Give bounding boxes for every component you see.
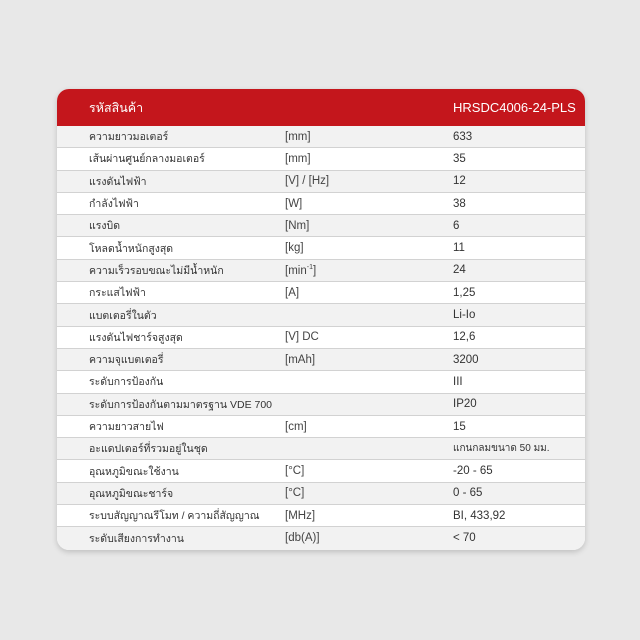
- spec-label: เส้นผ่านศูนย์กลางมอเตอร์: [89, 153, 205, 166]
- spec-unit: [W]: [285, 197, 303, 210]
- table-row: [57, 394, 585, 416]
- spec-label: ความยาวมอเตอร์: [89, 131, 169, 144]
- spec-unit: [A]: [285, 286, 300, 299]
- spec-value: < 70: [453, 532, 476, 545]
- spec-value: 24: [453, 264, 466, 277]
- spec-unit: [285, 264, 316, 277]
- product-code-label: รหัสสินค้า: [89, 100, 144, 115]
- spec-label: ความยาวสายไฟ: [89, 421, 164, 433]
- table-row: [57, 416, 585, 438]
- spec-value: 0 - 65: [453, 487, 483, 500]
- spec-label: ระดับการป้องกัน: [89, 376, 164, 389]
- table-row: [57, 260, 585, 282]
- table-row: [57, 193, 585, 215]
- table-row: [57, 237, 585, 259]
- spec-card: [57, 89, 585, 550]
- table-row: [57, 282, 585, 304]
- spec-value: 15: [453, 420, 466, 433]
- spec-label: อุณหภูมิขณะใช้งาน: [89, 465, 179, 478]
- table-row: [57, 505, 585, 527]
- spec-value: -20 - 65: [453, 465, 493, 478]
- spec-label: แรงดันไฟชาร์จสูงสุด: [89, 331, 183, 344]
- spec-label: อุณหภูมิขณะชาร์จ: [89, 487, 174, 500]
- spec-table: [57, 126, 585, 550]
- spec-header: [57, 89, 585, 126]
- spec-value: IP20: [453, 398, 477, 411]
- table-row: [57, 349, 585, 371]
- table-row: [57, 126, 585, 148]
- unit-exponent: -1: [306, 264, 313, 271]
- unit-base: [min: [285, 264, 307, 277]
- table-row: [57, 527, 585, 549]
- spec-label: แรงดันไฟฟ้า: [89, 175, 147, 188]
- spec-value: 35: [453, 152, 466, 165]
- spec-unit: [kg]: [285, 242, 304, 255]
- spec-unit: [V] / [Hz]: [285, 175, 330, 188]
- spec-unit: [°C]: [285, 465, 305, 478]
- table-row: [57, 483, 585, 505]
- product-code-value: HRSDC4006-24-PLS: [453, 100, 576, 115]
- spec-unit: [Nm]: [285, 219, 310, 232]
- spec-label: แรงบิด: [89, 220, 121, 233]
- spec-value: III: [453, 375, 463, 388]
- spec-value: 12,6: [453, 331, 476, 344]
- unit-close: ]: [312, 264, 317, 277]
- table-row: [57, 304, 585, 326]
- table-row: [57, 371, 585, 393]
- spec-value: BI, 433,92: [453, 509, 506, 522]
- spec-unit: [MHz]: [285, 509, 316, 522]
- table-row: [57, 327, 585, 349]
- spec-label: ระบบสัญญาณรีโมท / ความถี่สัญญาณ: [89, 510, 260, 523]
- spec-unit: [mAh]: [285, 353, 316, 366]
- spec-value: 1,25: [453, 286, 476, 299]
- spec-value: 11: [453, 242, 465, 255]
- spec-unit: [db(A)]: [285, 532, 320, 545]
- spec-value: 633: [453, 130, 473, 143]
- spec-unit: [cm]: [285, 420, 307, 433]
- spec-value: Li-Io: [453, 309, 476, 322]
- spec-label: ระดับการป้องกันตามมาตรฐาน VDE 700: [89, 398, 273, 411]
- spec-label: แบตเตอรี่ในตัว: [89, 309, 157, 322]
- table-row: [57, 171, 585, 193]
- table-row: [57, 215, 585, 237]
- spec-unit: [°C]: [285, 487, 305, 500]
- spec-value: 12: [453, 175, 466, 188]
- spec-unit: [mm]: [285, 130, 311, 143]
- spec-label: กระแสไฟฟ้า: [89, 287, 146, 300]
- spec-label: ความเร็วรอบขณะไม่มีน้ำหนัก: [89, 264, 224, 277]
- table-row: [57, 438, 585, 460]
- spec-label: ความจุแบตเตอรี่: [89, 354, 164, 367]
- spec-label: ระดับเสียงการทำงาน: [89, 532, 184, 545]
- spec-value: แกนกลมขนาด 50 มม.: [453, 443, 550, 455]
- spec-value: 38: [453, 197, 466, 210]
- spec-unit: [mm]: [285, 152, 311, 165]
- spec-unit: [V] DC: [285, 331, 319, 344]
- table-row: [57, 460, 585, 482]
- spec-label: โหลดน้ำหนักสูงสุด: [89, 242, 174, 255]
- table-row: [57, 148, 585, 170]
- spec-value: 6: [453, 219, 460, 232]
- spec-label: อะแดปเตอร์ที่รวมอยู่ในชุด: [89, 443, 208, 456]
- spec-label: กำลังไฟฟ้า: [89, 198, 139, 211]
- spec-value: 3200: [453, 353, 479, 366]
